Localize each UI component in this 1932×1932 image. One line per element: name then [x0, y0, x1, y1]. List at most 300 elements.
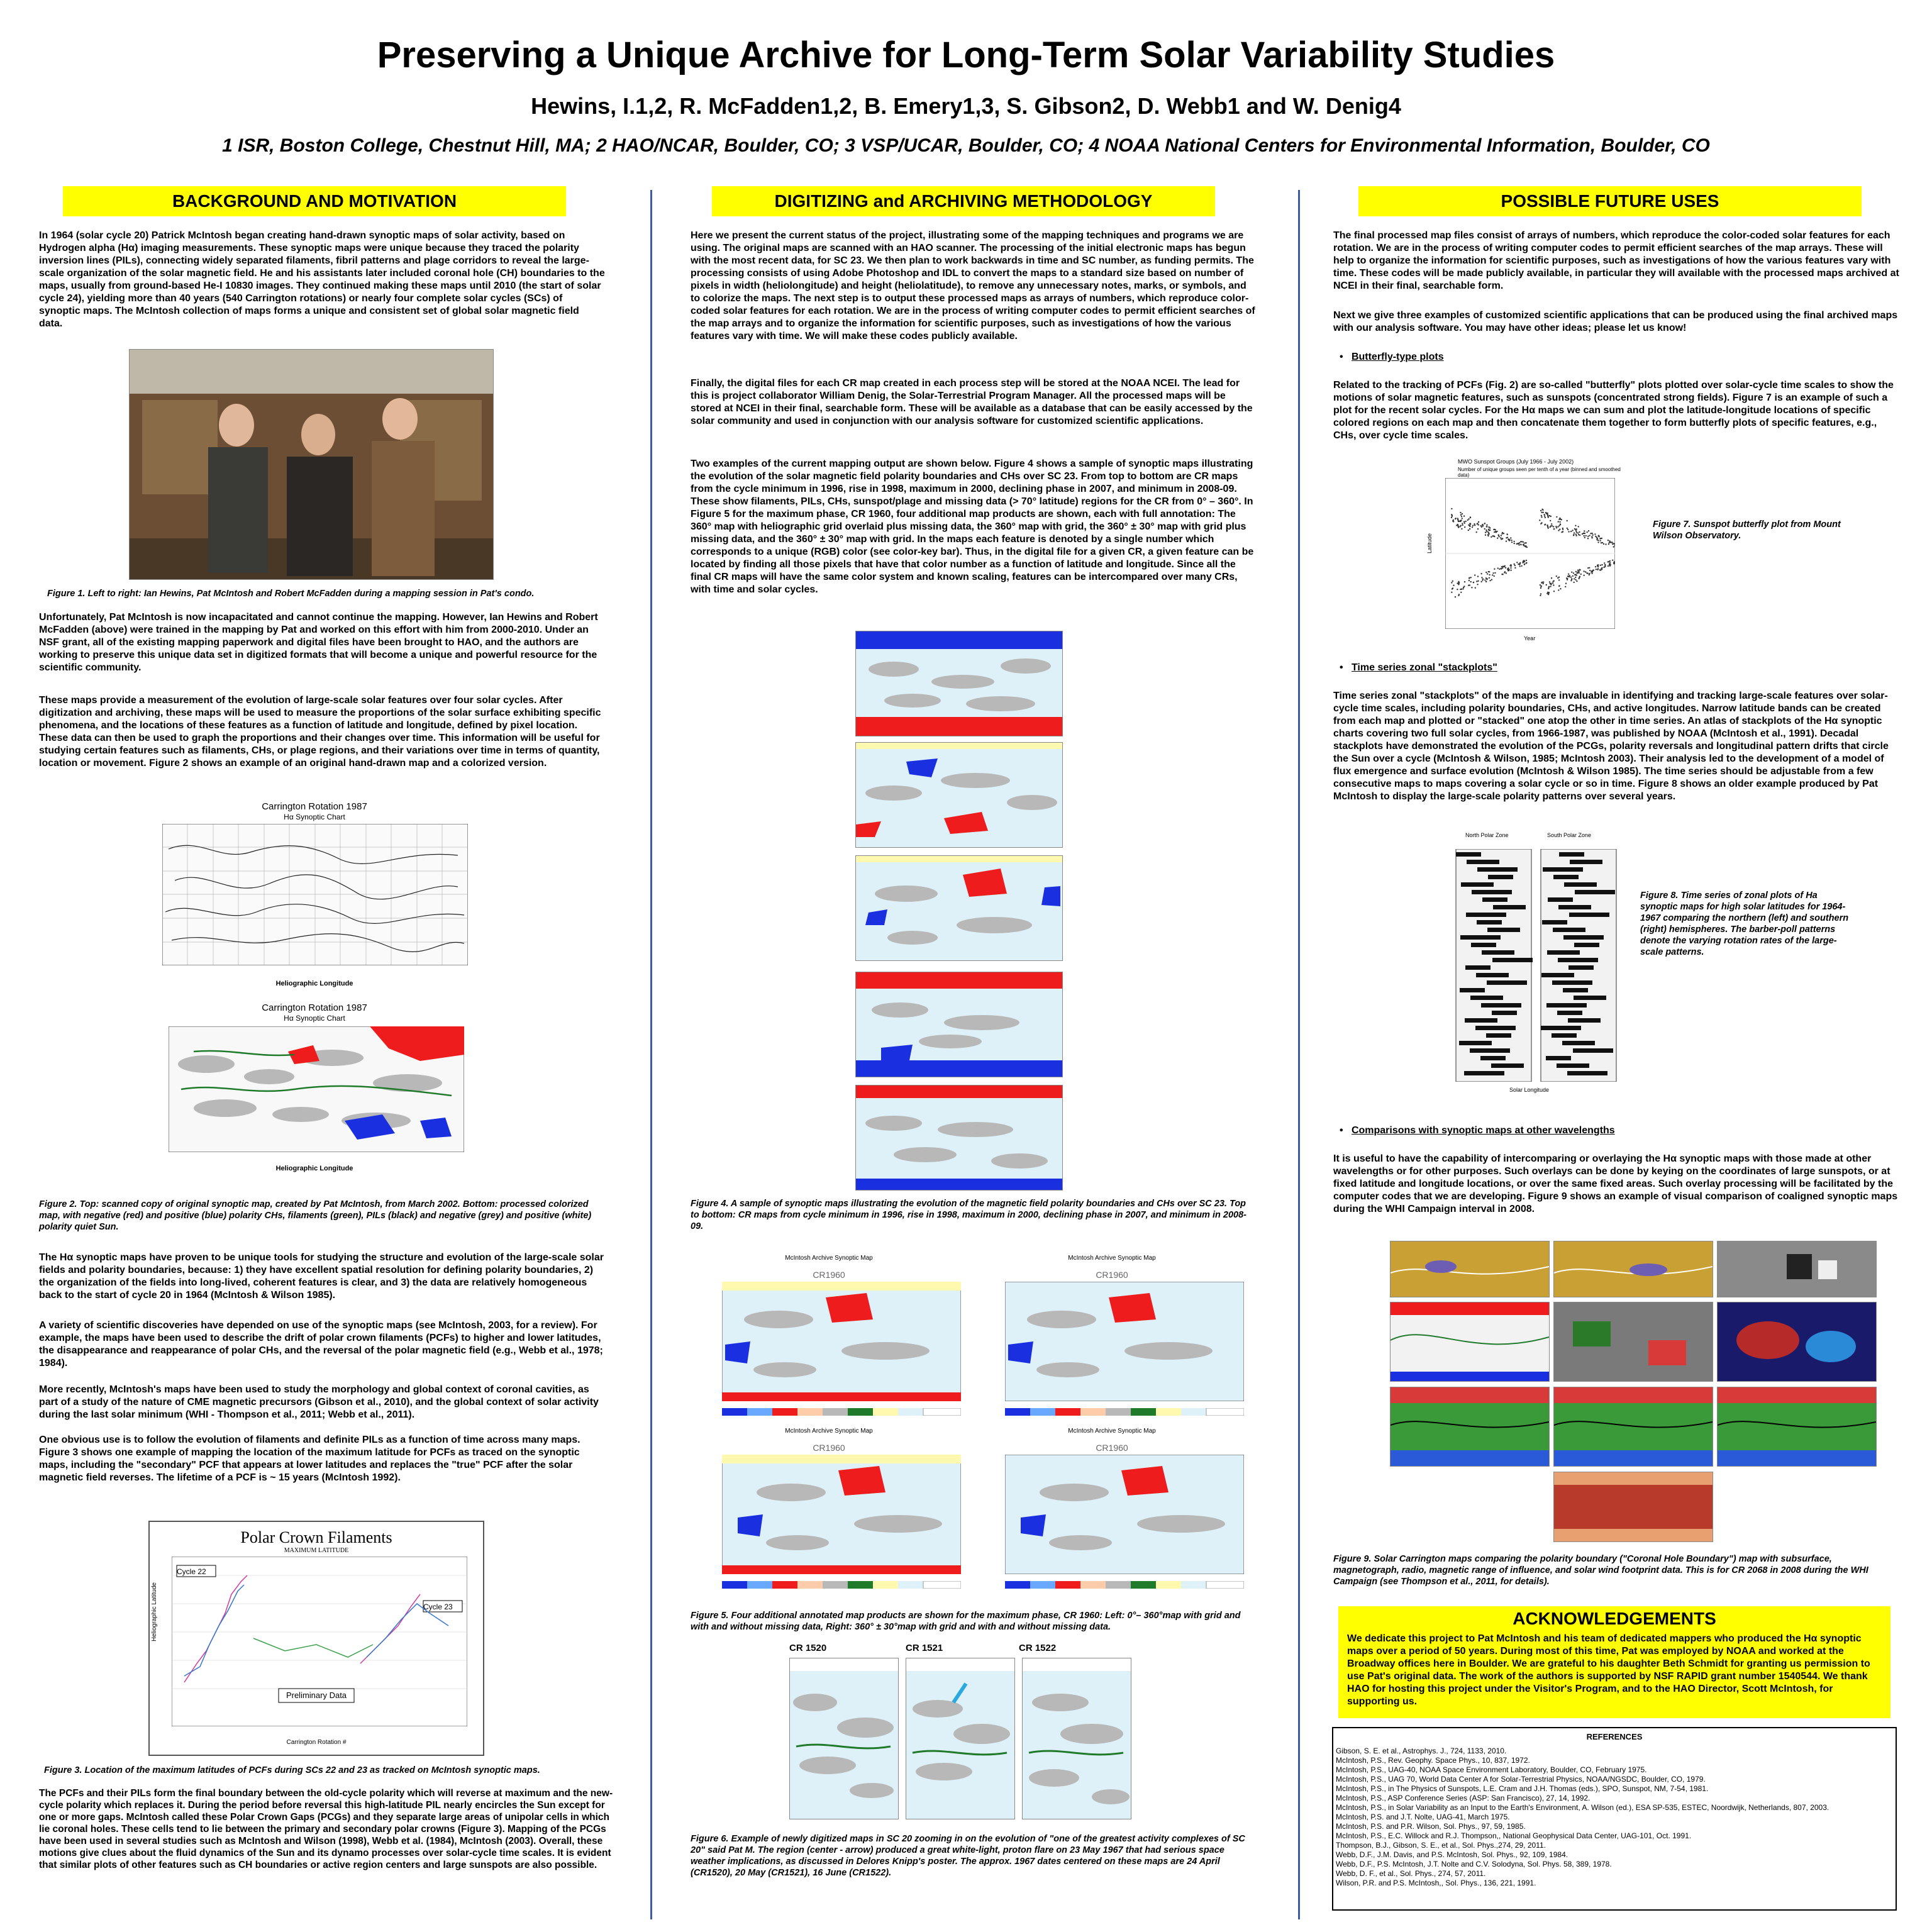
butterfly-dot	[1494, 531, 1495, 533]
butterfly-dot	[1486, 525, 1487, 526]
butterfly-dot	[1543, 514, 1545, 515]
butterfly-dot	[1553, 580, 1555, 582]
butterfly-dot	[1504, 571, 1506, 572]
butterfly-dot	[1608, 543, 1609, 545]
butterfly-dot	[1464, 581, 1465, 582]
stack-band	[1542, 920, 1567, 924]
reference-item: McIntosh, P.S. and P.R. Wilson, Sol. Phys., 97, 59, 1985.	[1336, 1822, 1526, 1831]
stack-band	[1548, 897, 1573, 902]
butterfly-dot	[1489, 580, 1491, 581]
butterfly-dot	[1579, 531, 1580, 533]
figure-caption: Figure 2. Top: scanned copy of original synoptic map, created by Pat McIntosh, from March 2002. Bottom: processed colorized map, with negative (red) and positive (blue) polarity CHs, filaments (green), PILs (black) and negative (grey) and positive (white) polarity quiet Sun.	[39, 1199, 592, 1232]
butterfly-dot	[1557, 577, 1558, 579]
butterfly-dot	[1540, 586, 1541, 587]
panel-coronal-hole-boundary	[1390, 1302, 1550, 1382]
butterfly-dot	[1472, 525, 1474, 526]
butterfly-dot	[1577, 571, 1579, 572]
figure-5-panel	[974, 1426, 1250, 1595]
butterfly-dot	[1485, 535, 1486, 536]
butterfly-dot	[1496, 531, 1497, 533]
butterfly-dot	[1514, 564, 1515, 565]
synoptic-map-2008	[855, 1085, 1063, 1191]
paragraph: Time series zonal "stackplots" of the maps are invaluable in identifying and tracking large-scale features over solar-cycle time scales, including polarity boundaries, CHs, and active longitudes. Narrow latitude bands can be created from each map and plotted or "stacked" one atop the other in time series. An atlas of stackplots of the Hα synoptic charts covering two full solar cycles, from 1966-1987, was published by NOAA (McIntosh et al., 1991). Decadal stackplots have demonstrated the evolution of the PCGs, polarity reversals and longitudinal pattern drifts that circle the Sun over a cycle (McIntosh & Wilson, 1985; McIntosh 2003). Their analysis led to the development of a model of flux emergence and surface evolution (McIntosh & Wilson 1985). The time series should be adjustable from a few consecutive maps to maps covering a solar cycle or so in time. Figure 8 shows an older example produced by Pat McIntosh to display the large-scale polarity patterns over several years.	[1333, 691, 1889, 802]
butterfly-dot	[1589, 573, 1590, 574]
butterfly-dot	[1506, 572, 1507, 574]
butterfly-dot	[1463, 521, 1465, 522]
butterfly-dot	[1489, 577, 1490, 579]
butterfly-dot	[1594, 533, 1596, 535]
reference-item: McIntosh, P.S., Rev. Geophy. Space Phys., 10, 837, 1972.	[1336, 1756, 1530, 1765]
butterfly-dot	[1492, 574, 1493, 575]
panel-mas-open-field	[1717, 1387, 1877, 1467]
butterfly-dot	[1467, 519, 1468, 521]
butterfly-dot	[1462, 513, 1463, 514]
stack-band	[1472, 890, 1512, 894]
butterfly-dot	[1540, 593, 1541, 594]
butterfly-dot	[1559, 521, 1560, 523]
butterfly-dot	[1601, 569, 1602, 570]
butterfly-dot	[1489, 530, 1491, 531]
butterfly-dot	[1460, 525, 1462, 526]
butterfly-dot	[1558, 585, 1560, 586]
stack-band	[1575, 890, 1615, 894]
reference-item: Webb, D.F., J.M. Davis, and P.S. McIntosh, Sol. Phys., 92, 109, 1984.	[1336, 1850, 1568, 1859]
butterfly-dot	[1457, 589, 1458, 590]
butterfly-dot	[1560, 588, 1561, 589]
stack-band	[1563, 988, 1588, 992]
butterfly-dot	[1497, 567, 1499, 569]
butterfly-dot	[1576, 528, 1577, 530]
butterfly-dot	[1598, 535, 1599, 536]
zoom-map-cr1521	[906, 1658, 1015, 1819]
stack-band	[1573, 1048, 1613, 1053]
butterfly-dot	[1452, 580, 1453, 582]
butterfly-dot	[1494, 575, 1495, 577]
butterfly-dot	[1574, 578, 1575, 579]
butterfly-dot	[1582, 533, 1583, 535]
butterfly-scatter	[1445, 478, 1615, 629]
reference-item: McIntosh, P.S., UAG-40, NOAA Space Environment Laboratory, Boulder, CO, February 1975.	[1336, 1765, 1647, 1774]
butterfly-dot	[1494, 569, 1495, 570]
zoom-map-cr1522	[1022, 1658, 1131, 1819]
butterfly-dot	[1586, 531, 1587, 533]
butterfly-dot	[1507, 567, 1509, 569]
paragraph: Two examples of the current mapping output are shown below. Figure 4 shows a sample of synoptic maps illustrating the evolution of the solar magnetic field polarity boundaries and CHs over SC 23. From top to bottom are CR maps from the cycle minimum in 1996, rise in 1998, maximum in 2000, declining phase in 2007, and minimum in 2008-09. These show filaments, PILs, CHs, sunspot/plage and missing data (> 70° latitude) regions for the CR from 0° – 360°. In Figure 5 for the maximum phase, CR 1960, four additional map products are shown, each with full annotation: The 360° map with heliographic grid overlaid plus missing data, the 360° map with grid, the 360° ± 30° map with grid plus missing data, and the 360° ± 30° map with grid. In the maps each feature is denoted by a single number which corresponds to a unique (RGB) color (see color-key bar). Thus, in the digital file for a given CR, a given feature can be located by finding all those pixels that have that color number as a function of latitude and longitude. Since all the final CR maps will have the same color system and known scaling, features can be intercompared over many CRs, with time and solar cycles.	[691, 458, 1254, 595]
stack-band	[1477, 867, 1518, 872]
butterfly-dot	[1487, 531, 1489, 533]
butterfly-dot	[1455, 596, 1456, 597]
stack-band	[1482, 897, 1507, 902]
butterfly-dot	[1541, 512, 1542, 513]
butterfly-dot	[1613, 562, 1614, 564]
butterfly-dot	[1596, 539, 1597, 540]
butterfly-dot	[1477, 584, 1478, 585]
butterfly-dot	[1524, 560, 1525, 562]
butterfly-dot	[1523, 545, 1524, 546]
synoptic-map-2000	[855, 855, 1063, 961]
butterfly-dot	[1464, 526, 1465, 528]
figure-5-panel	[691, 1253, 967, 1422]
butterfly-dot	[1559, 529, 1560, 530]
butterfly-dot	[1596, 536, 1597, 538]
butterfly-dot	[1580, 574, 1582, 575]
butterfly-dot	[1604, 562, 1605, 564]
reference-item: McIntosh, P.S., UAG 70, World Data Center A for Solar-Terrestrial Physics, NOAA/NGSDC, Boulder, CO, 1979.	[1336, 1775, 1706, 1784]
butterfly-dot	[1540, 584, 1541, 586]
butterfly-dot	[1556, 516, 1557, 518]
north-label: North Polar Zone	[1465, 832, 1509, 838]
reference-item: McIntosh, P.S., ASP Conference Series (ASP: San Francisco), 27, 14, 1992.	[1336, 1794, 1591, 1802]
butterfly-dot	[1489, 527, 1491, 528]
butterfly-dot	[1605, 543, 1606, 545]
butterfly-dot	[1587, 536, 1589, 537]
butterfly-dot	[1587, 573, 1588, 574]
y-axis-label: Latitude	[1426, 533, 1433, 553]
butterfly-dot	[1546, 513, 1547, 514]
butterfly-dot	[1460, 592, 1462, 593]
stack-band	[1553, 875, 1579, 879]
butterfly-dot	[1540, 587, 1541, 589]
butterfly-dot	[1545, 524, 1546, 525]
stack-band	[1488, 875, 1513, 879]
butterfly-dot	[1452, 587, 1453, 589]
cycle-label: Cycle 22	[177, 1567, 206, 1576]
butterfly-dot	[1583, 570, 1584, 572]
ack-text: We dedicate this project to Pat McIntosh and his team of dedicated mappers who produced the Hα synoptic maps over a period of 50 years. During most of this time, Pat was employed by NOAA and worked at the Broadway offices here in Boulder. We are grateful to his daughter Beth Schmidt for granting us permission to use Pat's original data. The work of the authors is supported by NSF RAPID grant number 1540544. We thank HAO for hosting this project under the Visitor's Program, and to the HAO Director, Scott McIntosh, for supporting us.	[1347, 1633, 1870, 1707]
butterfly-dot	[1498, 535, 1499, 536]
map-label: CR 1522	[1019, 1643, 1057, 1653]
butterfly-dot	[1510, 567, 1511, 569]
butterfly-dot	[1543, 583, 1544, 584]
butterfly-dot	[1464, 523, 1465, 524]
butterfly-dot	[1567, 578, 1568, 579]
butterfly-dot	[1501, 566, 1502, 567]
butterfly-dot	[1486, 526, 1487, 527]
butterfly-dot	[1574, 582, 1575, 583]
butterfly-dot	[1451, 517, 1452, 518]
butterfly-dot	[1500, 537, 1501, 538]
stack-band	[1492, 958, 1533, 962]
butterfly-dot	[1599, 540, 1601, 541]
butterfly-dot	[1468, 577, 1470, 579]
butterfly-dot	[1494, 536, 1495, 537]
paragraph: Next we give three examples of customized scientific applications that can be produced using the final archived maps with our analysis software. You may have other ideas; please let us know!	[1333, 310, 1898, 333]
butterfly-dot	[1545, 517, 1546, 518]
stack-band	[1480, 1056, 1506, 1060]
butterfly-dot	[1541, 522, 1542, 523]
butterfly-dot	[1578, 526, 1579, 527]
panel-title: McIntosh Archive Synoptic Map	[785, 1255, 873, 1262]
butterfly-dot	[1552, 582, 1553, 584]
butterfly-dot	[1572, 575, 1574, 577]
chart-title: MWO Sunspot Groups (July 1966 - July 2002)	[1458, 458, 1574, 465]
butterfly-dot	[1609, 562, 1611, 564]
butterfly-dot	[1540, 595, 1541, 596]
figure-2-colorized-map	[157, 1000, 472, 1182]
axis-label: Heliographic Longitude	[275, 980, 353, 987]
butterfly-dot	[1577, 532, 1579, 533]
butterfly-dot	[1603, 543, 1604, 545]
chart-subtitle: Hα Synoptic Chart	[284, 813, 345, 821]
butterfly-dot	[1485, 530, 1487, 531]
butterfly-dot	[1502, 532, 1503, 533]
butterfly-dot	[1589, 535, 1590, 536]
panel-cr: CR1960	[1096, 1443, 1128, 1453]
butterfly-dot	[1552, 525, 1553, 526]
butterfly-dot	[1477, 528, 1479, 530]
stack-band	[1553, 928, 1585, 932]
cycle-label: Cycle 23	[423, 1602, 453, 1611]
butterfly-dot	[1510, 564, 1511, 565]
panel-cr: CR1960	[813, 1443, 845, 1453]
stack-band	[1568, 1018, 1601, 1023]
butterfly-dot	[1575, 577, 1576, 578]
butterfly-dot	[1462, 518, 1463, 519]
butterfly-dot	[1470, 523, 1471, 525]
butterfly-dot	[1523, 560, 1524, 562]
butterfly-dot	[1504, 565, 1506, 567]
stack-band	[1475, 1026, 1516, 1030]
butterfly-dot	[1497, 538, 1498, 539]
butterfly-dot	[1573, 572, 1574, 574]
butterfly-dot	[1576, 580, 1577, 582]
butterfly-dot	[1499, 569, 1500, 570]
butterfly-dot	[1574, 532, 1575, 533]
butterfly-dot	[1501, 538, 1502, 540]
stack-band	[1487, 928, 1520, 932]
butterfly-dot	[1453, 585, 1454, 586]
butterfly-dot	[1470, 577, 1472, 578]
stack-band	[1574, 996, 1606, 1000]
butterfly-dot	[1568, 531, 1569, 532]
paragraph: In 1964 (solar cycle 20) Patrick McIntosh began creating hand-drawn synoptic maps of solar activity, based on Hydrogen alpha (Hα) imaging measurements. These synoptic maps were unique because they traced the polarity inversion lines (PILs), connecting widely separated filaments, fibril patterns and plage corridors to reveal the large-scale organization of the solar magnetic field. He and his assistants later included coronal hole (CH) boundaries to the maps, usually from ground-based He-I 10830 images. They continued making these maps until 2010 (the start of solar cycle 24), yielding more than 40 years (540 Carrington rotations) or nearly four complete solar cycles (SCs) of synoptic maps. The McIntosh collection of maps forms a unique and consistent set of global solar magnetic field data.	[39, 230, 605, 329]
butterfly-dot	[1595, 566, 1596, 567]
chart-subtitle: MAXIMUM LATITUDE	[284, 1547, 349, 1554]
butterfly-dot	[1548, 586, 1550, 587]
butterfly-dot	[1565, 583, 1567, 584]
butterfly-dot	[1520, 541, 1521, 542]
butterfly-dot	[1517, 543, 1518, 544]
butterfly-dot	[1569, 575, 1570, 576]
panel-nobeyama-radio	[1553, 1472, 1713, 1542]
stack-band	[1546, 1056, 1571, 1060]
butterfly-dot	[1463, 515, 1465, 516]
butterfly-dot	[1492, 572, 1494, 574]
butterfly-dot	[1585, 535, 1587, 536]
reference-item: Webb, D.F., P.S. McIntosh, J.T. Nolte and C.V. Solodyna, Sol. Phys. 58, 389, 1978.	[1336, 1860, 1612, 1868]
stack-band	[1569, 913, 1609, 917]
stack-band	[1541, 1026, 1581, 1030]
butterfly-dot	[1553, 584, 1554, 586]
butterfly-dot	[1468, 525, 1470, 526]
butterfly-dot	[1541, 515, 1542, 516]
stack-band	[1467, 860, 1499, 864]
butterfly-dot	[1487, 535, 1489, 536]
butterfly-dot	[1463, 586, 1465, 587]
butterfly-dot	[1510, 570, 1511, 571]
butterfly-dot	[1601, 564, 1602, 565]
bullet-heading: • Butterfly-type plots	[1340, 352, 1444, 362]
butterfly-dot	[1558, 579, 1560, 580]
figure-5-panel	[691, 1426, 967, 1595]
butterfly-dot	[1458, 521, 1459, 522]
stack-band	[1543, 867, 1583, 872]
butterfly-dot	[1601, 542, 1602, 543]
figure-caption: Figure 8. Time series of zonal plots of Ha synoptic maps for high solar latitudes for 1964-1967 comparing the northern (left) and southern (right) hemispheres. The barber-poll patterns denote the varying rotation rates of the large-scale patterns.	[1640, 891, 1849, 957]
butterfly-dot	[1597, 565, 1598, 566]
panel-gong-magnetogram	[1717, 1241, 1877, 1297]
butterfly-dot	[1607, 565, 1609, 567]
butterfly-dot	[1461, 589, 1462, 590]
stack-band	[1486, 1033, 1511, 1038]
butterfly-dot	[1557, 526, 1558, 527]
stackplot-bands	[1453, 849, 1623, 1082]
butterfly-dot	[1602, 542, 1603, 543]
butterfly-dot	[1494, 572, 1496, 574]
x-axis-label: Solar Longitude	[1509, 1087, 1550, 1093]
panel-magnetic-range	[1717, 1302, 1877, 1382]
affiliations: 1 ISR, Boston College, Chestnut Hill, MA; 2 HAO/NCAR, Boulder, CO; 3 VSP/UCAR, Boulder, CO; 4 NOAA National Centers for Environmental Information, Boulder, CO	[222, 135, 1710, 156]
butterfly-dot	[1499, 536, 1500, 537]
butterfly-dot	[1575, 533, 1577, 535]
butterfly-dot	[1568, 574, 1569, 575]
butterfly-dot	[1465, 521, 1467, 522]
butterfly-dot	[1477, 575, 1479, 577]
butterfly-dot	[1491, 536, 1492, 538]
butterfly-dot	[1523, 541, 1524, 543]
butterfly-dot	[1505, 567, 1506, 569]
butterfly-dot	[1480, 573, 1482, 574]
butterfly-dot	[1570, 580, 1572, 581]
butterfly-dot	[1609, 564, 1610, 565]
butterfly-dot	[1514, 543, 1515, 544]
figure-8-stackplots	[1446, 830, 1624, 1097]
butterfly-dot	[1573, 534, 1574, 535]
bullet-text: Comparisons with synoptic maps at other wavelengths	[1351, 1125, 1615, 1136]
figure-1-photo	[129, 349, 494, 580]
butterfly-dot	[1521, 565, 1522, 567]
acknowledgements-box	[1338, 1606, 1890, 1718]
butterfly-dot	[1609, 560, 1611, 562]
panel-gong-pfss	[1553, 1387, 1713, 1467]
butterfly-dot	[1553, 526, 1554, 527]
butterfly-dot	[1584, 537, 1585, 538]
butterfly-dot	[1461, 516, 1462, 517]
paragraph: The Hα synoptic maps have proven to be unique tools for studying the structure and evolution of the large-scale solar fields and polarity boundaries, because: 1) they have excellent spatial resolution for defining polarity boundaries, 2) the organization of the fields into long-lived, coherent features is clear, and 3) the data are relatively homogeneous back to the start of cycle 20 in 1964 (McIntosh & Wilson 1985).	[39, 1252, 604, 1301]
butterfly-dot	[1579, 569, 1580, 570]
butterfly-dot	[1474, 525, 1475, 526]
butterfly-dot	[1591, 537, 1592, 538]
pcf-chart	[172, 1557, 467, 1726]
panel-residual-flows-1	[1390, 1241, 1550, 1297]
panel-title: McIntosh Archive Synoptic Map	[1068, 1255, 1156, 1262]
butterfly-dot	[1452, 516, 1453, 517]
butterfly-dot	[1541, 516, 1542, 518]
butterfly-dot	[1458, 594, 1460, 595]
butterfly-dot	[1572, 530, 1573, 531]
butterfly-dot	[1579, 577, 1580, 578]
panel-residual-flows-2	[1553, 1241, 1713, 1297]
butterfly-dot	[1514, 567, 1516, 569]
figure-caption: Figure 5. Four additional annotated map products are shown for the maximum phase, CR 1960: Left: 0°– 360°map with grid and with and without missing data, Right: 360° ± 30°map with grid and with and without missing data.	[691, 1611, 1241, 1632]
chart-title: Polar Crown Filaments	[240, 1528, 392, 1546]
butterfly-dot	[1542, 509, 1543, 511]
references-box	[1332, 1727, 1897, 1911]
butterfly-dot	[1575, 525, 1576, 526]
stack-band	[1558, 905, 1591, 909]
butterfly-dot	[1470, 581, 1472, 582]
stack-band	[1563, 935, 1604, 940]
stack-band	[1493, 905, 1526, 909]
butterfly-dot	[1587, 538, 1589, 539]
butterfly-dot	[1460, 512, 1461, 513]
chart-title: Carrington Rotation 1987	[262, 801, 367, 812]
stack-band	[1552, 980, 1592, 985]
butterfly-dot	[1567, 575, 1568, 577]
butterfly-dot	[1565, 586, 1566, 587]
synoptic-map-1996	[855, 631, 1063, 736]
reference-item: McIntosh, P.S., in Solar Variability as an Input to the Earth's Environment, A. Wilson (ed.), ESA SP-535, ESTEC, Noordwijk, Netherlands, 807, 2003.	[1336, 1803, 1829, 1812]
butterfly-dot	[1519, 562, 1521, 564]
butterfly-dot	[1546, 584, 1547, 586]
butterfly-dot	[1556, 527, 1557, 528]
butterfly-dot	[1478, 524, 1479, 525]
butterfly-dot	[1587, 567, 1589, 569]
chart-title: Carrington Rotation 1987	[262, 1002, 367, 1013]
butterfly-dot	[1455, 518, 1457, 519]
butterfly-dot	[1600, 538, 1601, 539]
paragraph: These maps provide a measurement of the evolution of large-scale solar features over four solar cycles. After digitization and archiving, these maps will be used to measure the proportions of the solar surface exhibiting specific phenomena, and the locations of these features as a function of latitude and longitude, defined by pixel location. These data can then be used to graph the proportions and their changes over time. This information will be useful for studying certain features such as filaments, CHs, or plage regions, and their variations over time in terms of quantity, location or movement. Figure 2 shows an example of an original hand-drawn map and a colorized version.	[39, 695, 601, 769]
butterfly-dot	[1477, 523, 1478, 525]
butterfly-dot	[1468, 585, 1469, 586]
x-axis-label: Year	[1524, 635, 1536, 641]
butterfly-dot	[1575, 571, 1577, 572]
column-divider	[650, 190, 652, 1919]
bullet-text: Butterfly-type plots	[1351, 352, 1444, 362]
butterfly-dot	[1477, 580, 1479, 582]
stack-band	[1574, 943, 1599, 947]
butterfly-dot	[1501, 535, 1502, 536]
butterfly-dot	[1503, 533, 1504, 534]
butterfly-dot	[1597, 541, 1599, 543]
butterfly-dot	[1511, 541, 1513, 543]
stack-band	[1482, 950, 1514, 955]
butterfly-dot	[1596, 569, 1597, 570]
butterfly-dot	[1576, 531, 1577, 533]
paragraph: Finally, the digital files for each CR map created in each process step will be stored at the NOAA NCEI. The lead for this is project collaborator William Denig, the Solar-Terrestrial Program Manager. All the processed maps will be stored at NCEI in their final, searchable form. These will be available as a database that can be easily accessed by the solar community and used in conjunction with our analysis software for customized scientific applications.	[691, 378, 1253, 426]
butterfly-dot	[1485, 581, 1487, 582]
butterfly-dot	[1597, 566, 1599, 567]
butterfly-dot	[1540, 510, 1541, 511]
stack-band	[1541, 973, 1574, 977]
panel-cr: CR1960	[1096, 1270, 1128, 1280]
butterfly-dot	[1558, 525, 1560, 526]
section-heading-background: POSSIBLE FUTURE USES	[1358, 186, 1862, 216]
butterfly-dot	[1485, 531, 1486, 533]
butterfly-dot	[1612, 560, 1613, 561]
butterfly-dot	[1458, 582, 1460, 583]
butterfly-dot	[1541, 582, 1543, 583]
butterfly-dot	[1583, 533, 1584, 534]
butterfly-dot	[1550, 583, 1552, 584]
paragraph: Here we present the current status of the project, illustrating some of the mapping techniques and programs we are using. The original maps are scanned with an HAO scanner. The processing of the initial electronic maps has begun with the most recent data, for SC 23. We then plan to work backwards in time and SC number, as funding permits. The processing consists of using Adobe Photoshop and IDL to convert the maps to a standard size based on number of pixels in width (heliolongitude) and height (heliolatitude), to remove any unnecessary notes, marks, or symbols, and to colorize the maps. The next step is to output these processed maps as arrays of numbers, which reproduce color-coded solar features for each rotation. We are in the process of writing computer codes to permit efficient searches of the map arrays and to organize the information for scientific purposes, such as investigations of how the various features vary with time. We will make these codes publicly available.	[691, 230, 1255, 341]
butterfly-dot	[1462, 523, 1463, 524]
butterfly-dot	[1460, 514, 1462, 516]
butterfly-dot	[1548, 528, 1549, 529]
butterfly-dot	[1526, 560, 1527, 561]
scanned-map-lines	[162, 824, 468, 965]
figure-7-butterfly-plot	[1420, 456, 1621, 648]
